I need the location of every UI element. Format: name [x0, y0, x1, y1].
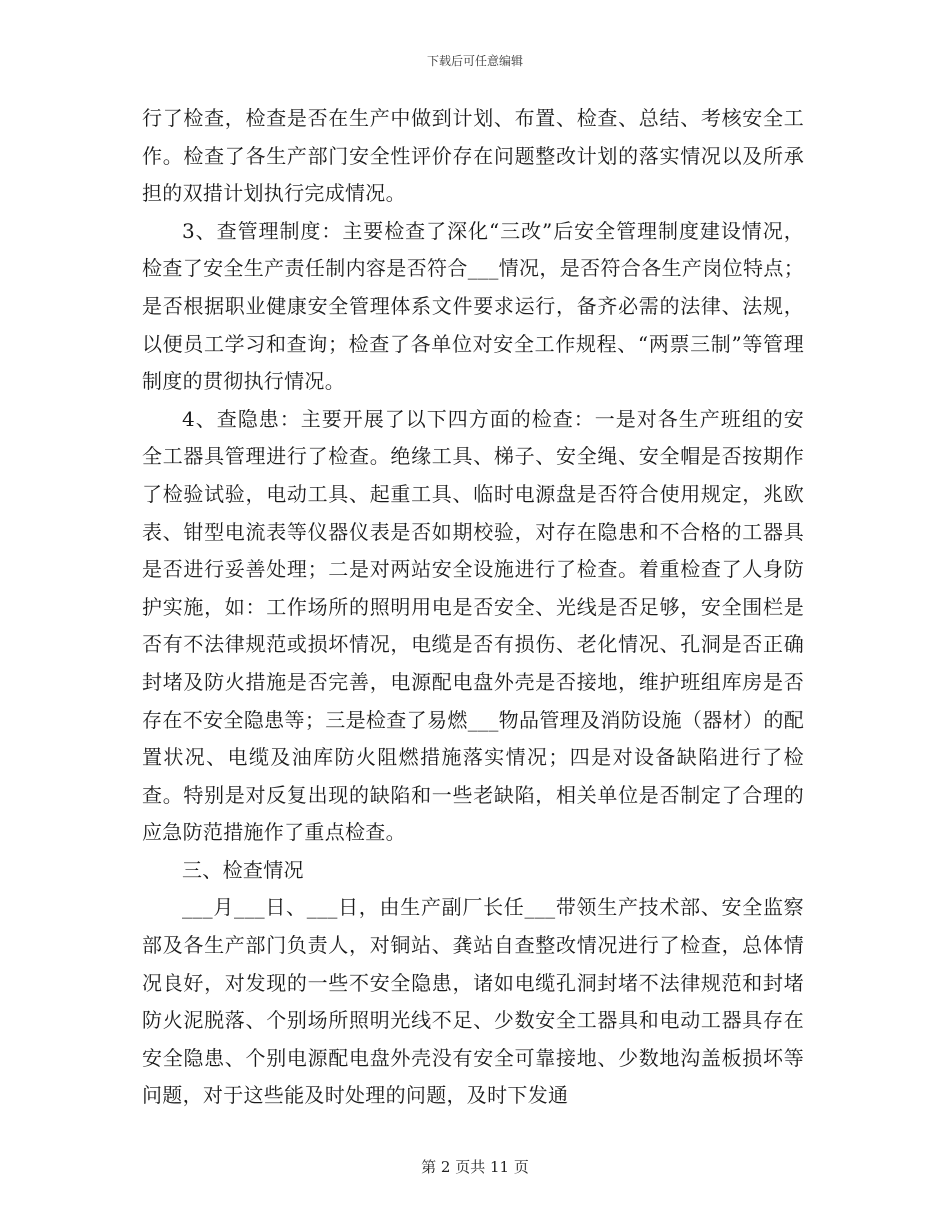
- paragraph-continuation: 行了检查，检查是否在生产中做到计划、布置、检查、总结、考核安全工作。检查了各生产部门安全性评价存在问题整改计划的落实情况以及所承担的双措计划执行完成情况。: [142, 106, 804, 206]
- page-header: 下载后可任意编辑: [426, 54, 523, 68]
- paragraph-inspection-status: ___月___日、___日，由生产副厂长任___带领生产技术部、安全监察部及各生产部门负责人，对铜站、龚站自查整改情况进行了检查，总体情况良好，对发现的一些不安全隐患，诸如电缆孔洞封堵不法律规范和封堵防火泥脱落、个别场所照明光线不足、少数安全工器具和电动工器具存在安全隐患、个别电源配电盘外壳没有安全可靠接地、少数地沟盖板损坏等问题，对于这些能及时处理的问题，及时下发通: [142, 895, 804, 1108]
- page-footer: 第 2 页共 11 页: [421, 1158, 529, 1176]
- paragraph-management-system: 3、查管理制度：主要检查了深化“三改”后安全管理制度建设情况，检查了安全生产责任制内容是否符合___情况，是否符合各生产岗位特点；是否根据职业健康安全管理体系文件要求运行，备齐必需的法律、法规，以便员工学习和查询；检查了各单位对安全工作规程、“两票三制”等管理制度的贯彻执行情况。: [142, 218, 804, 394]
- paragraph-hidden-hazards: 4、查隐患：主要开展了以下四方面的检查：一是对各生产班组的安全工器具管理进行了检查。绝缘工具、梯子、安全绳、安全帽是否按期作了检验试验，电动工具、起重工具、临时电源盘是否符合使用规定，兆欧表、钳型电流表等仪器仪表是否如期校验，对存在隐患和不合格的工器具是否进行妥善处理；二是对两站安全设施进行了检查。着重检查了人身防护实施，如：工作场所的照明用电是否安全、光线是否足够，安全围栏是否有不法律规范或损坏情况，电缆是否有损伤、老化情况、孔洞是否正确封堵及防火措施是否完善，电源配电盘外壳是否接地，维护班组库房是否存在不安全隐患等；三是检查了易燃___物品管理及消防设施（器材）的配置状况、电缆及油库防火阻燃措施落实情况；四是对设备缺陷进行了检查。特别是对反复出现的缺陷和一些老缺陷，相关单位是否制定了合理的应急防范措施作了重点检查。: [142, 406, 804, 845]
- section-heading-inspection: 三、检查情况: [182, 857, 304, 882]
- document-body: [142, 100, 804, 1115]
